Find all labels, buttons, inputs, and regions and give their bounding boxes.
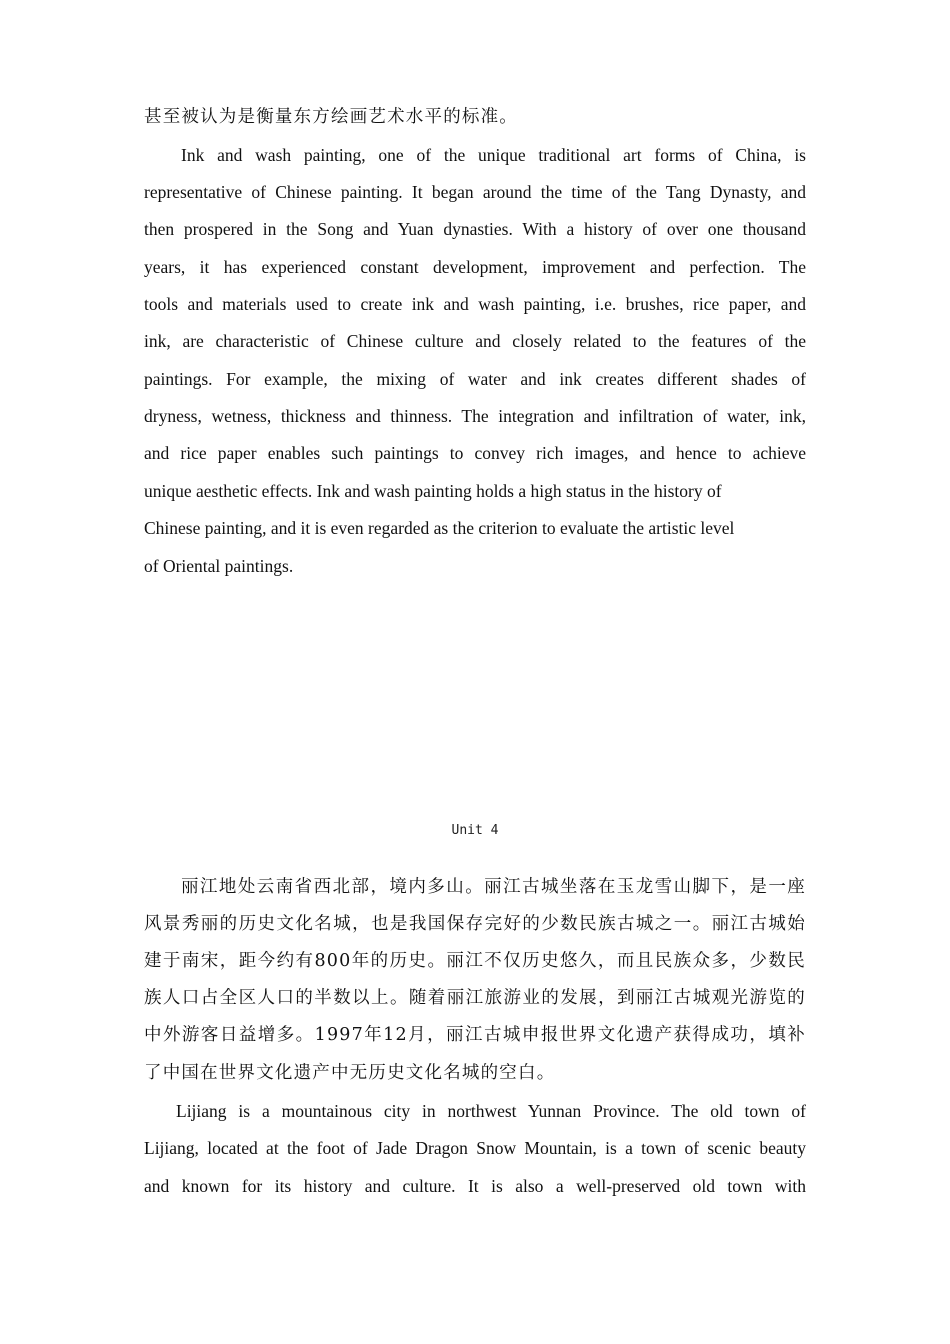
english-paragraph-line: tools and materials used to create ink and wash painting, i.e. brushes, rice paper, and [144,294,806,314]
english-paragraph-line: representative of Chinese painting. It began around the time of the Tang Dynasty, and [144,182,806,202]
chinese-paragraph-line: 了中国在世界文化遗产中无历史文化名城的空白。 [144,1063,556,1083]
chinese-paragraph-line: 族人口占全区人口的半数以上。随着丽江旅游业的发展，到丽江古城观光游览的 [144,988,806,1008]
chinese-paragraph-line: 风景秀丽的历史文化名城，也是我国保存完好的少数民族古城之一。丽江古城始 [144,914,806,934]
english-paragraph-line: paintings. For example, the mixing of water and ink creates different shades of [144,369,806,389]
english-paragraph-line: and rice paper enables such paintings to convey rich images, and hence to achieve [144,443,806,463]
chinese-paragraph-line: 丽江地处云南省西北部，境内多山。丽江古城坐落在玉龙雪山脚下，是一座 [181,877,806,897]
chinese-paragraph-line: 建于南宋，距今约有800年的历史。丽江不仅历史悠久，而且民族众多，少数民 [144,951,806,971]
unit-heading: Unit 4 [451,823,499,838]
chinese-paragraph-line: 中外游客日益增多。1997年12月，丽江古城申报世界文化遗产获得成功，填补 [144,1025,806,1045]
english-paragraph-line: ink, are characteristic of Chinese culture and closely related to the features of the [144,331,806,351]
english-paragraph-line: Ink and wash painting, one of the unique traditional art forms of China, is [181,145,806,165]
english-paragraph-line: Lijiang, located at the foot of Jade Dragon Snow Mountain, is a town of scenic beauty [144,1138,806,1158]
english-paragraph-line: years, it has experienced constant development, improvement and perfection. The [144,257,806,277]
english-paragraph-line: dryness, wetness, thickness and thinness. The integration and infiltration of water, ink, [144,406,806,426]
english-paragraph-line: Chinese painting, and it is even regarded as the criterion to evaluate the artistic level [144,518,735,538]
english-paragraph-line: Lijiang is a mountainous city in northwest Yunnan Province. The old town of [176,1101,806,1121]
english-paragraph-line: unique aesthetic effects. Ink and wash painting holds a high status in the history of [144,481,722,501]
chinese-text-line: 甚至被认为是衡量东方绘画艺术水平的标准。 [144,107,518,127]
english-paragraph-line: of Oriental paintings. [144,556,294,576]
english-paragraph-line: and known for its history and culture. It is also a well-preserved old town with [144,1176,806,1196]
english-paragraph-line: then prospered in the Song and Yuan dynasties. With a history of over one thousand [144,219,806,239]
